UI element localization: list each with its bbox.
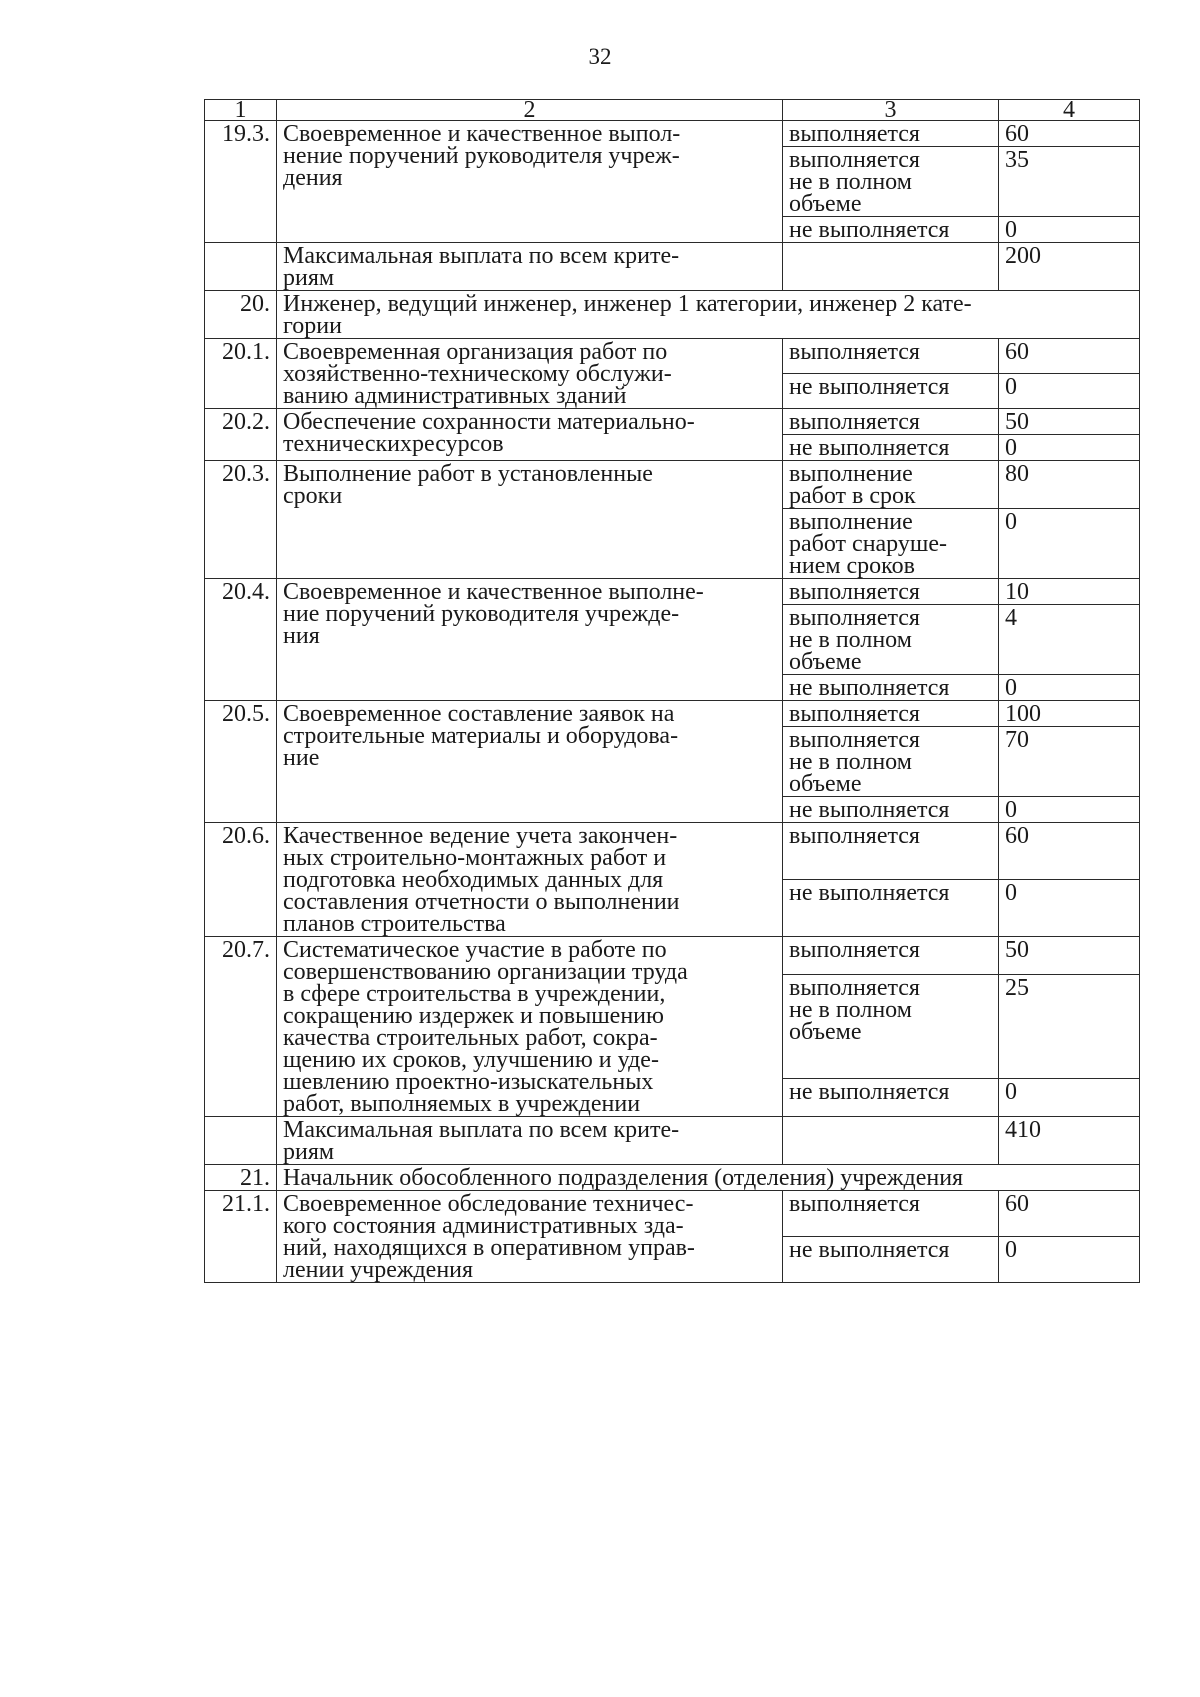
points-cell: 200 [999, 243, 1140, 291]
evaluation-cell: выполняется [783, 121, 999, 147]
evaluation-cell: выполняется [783, 823, 999, 880]
header-col-1: 1 [205, 100, 277, 121]
evaluation-cell: выполняется [783, 701, 999, 727]
points-cell: 0 [999, 374, 1140, 409]
criterion-number: 20.7. [205, 937, 277, 1117]
criterion-description: Выполнение работ в установленные сроки [277, 461, 783, 579]
evaluation-cell: не выполняется [783, 675, 999, 701]
criterion-row [205, 121, 1140, 147]
header-row [205, 100, 1140, 121]
evaluation-cell: выполняется [783, 937, 999, 975]
criterion-row [205, 937, 1140, 975]
points-cell: 0 [999, 435, 1140, 461]
criterion-number: 20.1. [205, 339, 277, 409]
criterion-row [205, 1117, 1140, 1165]
page-number: 32 [588, 44, 612, 69]
criterion-description: Максимальная выплата по всем крите- риям [277, 243, 783, 291]
criteria-table-body [205, 97, 1140, 1283]
criterion-row [205, 1191, 1140, 1237]
evaluation-cell: не выполняется [783, 374, 999, 409]
criterion-row [205, 461, 1140, 509]
points-cell: 0 [999, 880, 1140, 937]
criterion-number: 20.3. [205, 461, 277, 579]
criterion-number [205, 1117, 277, 1165]
evaluation-cell [783, 243, 999, 291]
evaluation-cell: выполняется не в полном объеме [783, 727, 999, 797]
points-cell: 0 [999, 1078, 1140, 1116]
points-cell: 0 [999, 675, 1140, 701]
criterion-description: Своевременное обследование техничес- кого состояния административных зда- ний, находящихся в оперативном управ- лении учреждения [277, 1191, 783, 1283]
evaluation-cell: выполняется [783, 339, 999, 374]
points-cell: 50 [999, 937, 1140, 975]
points-cell: 0 [999, 1237, 1140, 1283]
points-cell: 0 [999, 797, 1140, 823]
evaluation-cell: выполняется [783, 579, 999, 605]
points-cell: 70 [999, 727, 1140, 797]
criterion-row [205, 243, 1140, 291]
points-cell: 100 [999, 701, 1140, 727]
criterion-description: Обеспечение сохранности материально- техническихресурсов [277, 409, 783, 461]
points-cell: 0 [999, 509, 1140, 579]
criterion-row [205, 579, 1140, 605]
evaluation-cell: не выполняется [783, 880, 999, 937]
section-number: 21. [205, 1165, 277, 1191]
evaluation-cell: не выполняется [783, 1237, 999, 1283]
evaluation-cell: выполняется [783, 409, 999, 435]
header-col-2: 2 [277, 100, 783, 121]
criterion-number: 20.5. [205, 701, 277, 823]
section-title: Инженер, ведущий инженер, инженер 1 категории, инженер 2 кате- гории [277, 291, 1140, 339]
criterion-number: 20.4. [205, 579, 277, 701]
points-cell: 25 [999, 975, 1140, 1078]
criterion-description: Своевременное составление заявок на строительные материалы и оборудова- ние [277, 701, 783, 823]
criterion-description: Максимальная выплата по всем крите- риям [277, 1117, 783, 1165]
evaluation-cell: выполнение работ снаруше- нием сроков [783, 509, 999, 579]
points-cell: 60 [999, 823, 1140, 880]
section-title: Начальник обособленного подразделения (отделения) учреждения [277, 1165, 1140, 1191]
criterion-number: 20.2. [205, 409, 277, 461]
criteria-table [204, 99, 1140, 1283]
evaluation-cell: не выполняется [783, 435, 999, 461]
criterion-description: Своевременное и качественное выпол- нение поручений руководителя учреж- дения [277, 121, 783, 243]
points-cell: 80 [999, 461, 1140, 509]
points-cell: 4 [999, 605, 1140, 675]
evaluation-cell: выполняется не в полном объеме [783, 147, 999, 217]
section-number: 20. [205, 291, 277, 339]
points-cell: 35 [999, 147, 1140, 217]
section-row [205, 1165, 1140, 1191]
points-cell: 60 [999, 339, 1140, 374]
evaluation-cell: не выполняется [783, 797, 999, 823]
criterion-description: Своевременная организация работ по хозяйственно-техническому обслужи- ванию административных зданий [277, 339, 783, 409]
points-cell: 410 [999, 1117, 1140, 1165]
evaluation-cell: выполняется не в полном объеме [783, 975, 999, 1078]
header-col-4: 4 [999, 100, 1140, 121]
criterion-row [205, 339, 1140, 374]
header-col-3: 3 [783, 100, 999, 121]
evaluation-cell: выполнение работ в срок [783, 461, 999, 509]
criterion-number [205, 243, 277, 291]
evaluation-cell [783, 1117, 999, 1165]
criterion-description: Качественное ведение учета закончен- ных строительно-монтажных работ и подготовка необходимых данных для составления отчетности о выполнении планов строительства [277, 823, 783, 937]
points-cell: 10 [999, 579, 1140, 605]
evaluation-cell: не выполняется [783, 217, 999, 243]
criterion-number: 19.3. [205, 121, 277, 243]
criterion-row [205, 823, 1140, 880]
points-cell: 60 [999, 1191, 1140, 1237]
criterion-row [205, 409, 1140, 435]
points-cell: 60 [999, 121, 1140, 147]
criterion-number: 21.1. [205, 1191, 277, 1283]
section-row [205, 291, 1140, 339]
criterion-row [205, 701, 1140, 727]
criterion-number: 20.6. [205, 823, 277, 937]
criterion-description: Своевременное и качественное выполне- ние поручений руководителя учрежде- ния [277, 579, 783, 701]
points-cell: 50 [999, 409, 1140, 435]
evaluation-cell: выполняется не в полном объеме [783, 605, 999, 675]
criterion-description: Систематическое участие в работе по совершенствованию организации труда в сфере строительства в учреждении, сокращению издержек и повышению качества строительных работ, сокра- щению их сроков, улучшению и уде- шевлению проектно-изыскательных работ, выполняемых в учреждении [277, 937, 783, 1117]
evaluation-cell: не выполняется [783, 1078, 999, 1116]
evaluation-cell: выполняется [783, 1191, 999, 1237]
points-cell: 0 [999, 217, 1140, 243]
